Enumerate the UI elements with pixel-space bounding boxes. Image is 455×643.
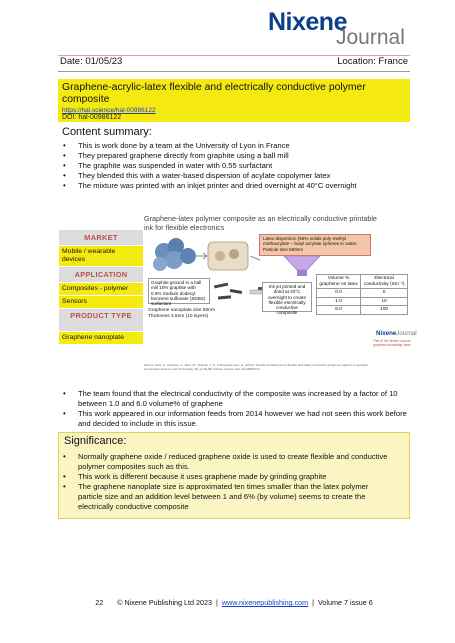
brand-name: Nixene: [268, 8, 347, 36]
list-item: • Normally graphene oxide / reduced graphene oxide is used to create flexible and conductive polymer composites such as this.: [78, 452, 394, 472]
latex-dispersion-label: Latex dispersion (55% solids poly-methyl methacrylate – butyl acrylate spheres in water. Particle size 550nm: [259, 234, 371, 256]
list-item: • The mixture was printed with an inkjet printer and dried overnight at 40°C overnight: [78, 181, 408, 191]
figure-logo: [376, 330, 417, 337]
figure-logo-suffix: Journal: [396, 330, 417, 337]
graphite-spheres-icon: [153, 238, 196, 271]
table-row: [317, 297, 408, 306]
table-cell: 0.0: [317, 289, 361, 298]
table-cell: 100: [361, 306, 408, 315]
conductivity-table: [316, 274, 408, 315]
list-item: • The team found that the electrical conductivity of the composite was increased by a factor of 10 between 1.0 and 6.0 volume% of graphene: [78, 389, 408, 409]
date-location-row: [58, 56, 410, 69]
list-item: • The graphene nanoplate size is approximated ten times smaller than the latex polymer particle size and an addition level between 1 and 6% (by volume) seems to create the electrically conductive composite: [78, 482, 394, 512]
table-row: [317, 306, 408, 315]
table-cell: 1.0: [317, 297, 361, 306]
table-cell: 6.0: [317, 306, 361, 315]
results-list: [78, 389, 408, 429]
significance-heading: Significance:: [64, 435, 127, 447]
brand-logo: [268, 8, 418, 49]
brand-suffix: Journal: [336, 26, 405, 49]
list-item: • The graphite was suspended in water with 0.55 surfactant: [78, 161, 408, 171]
table-header: Electrical conductivity (Sm⁻¹): [361, 275, 408, 289]
header-divider-bottom: [58, 71, 410, 72]
ball-mill-icon: [208, 242, 248, 270]
market-item: Mobile / wearable devices: [59, 246, 143, 266]
table-header: Volume % graphene on latex: [317, 275, 361, 289]
article-title-box: [58, 79, 410, 122]
summary-list: [78, 141, 408, 191]
article-title: Graphene-acrylic-latex flexible and electrically conductive polymer composite: [62, 82, 366, 105]
application-item: Sensors: [59, 296, 143, 308]
figure-source: Source: Noël, A., Faucheu, J., Rieu, M., Viricelle, J.-P., & Bourgeat-Lami, E. (2014). Tunable architecture for flexible and highly conductive graphene-polymer composites. Composites Science and Technology, 95, pp 82-88. Archive ouverte HAL hal-00986122.: [144, 363, 369, 371]
table-cell: 0: [361, 289, 408, 298]
article-doi: DOI: hal-00986122: [62, 114, 122, 121]
list-item: • This work appeared in our information feeds from 2014 however we had not seen this work before and decided to include in this issue.: [78, 409, 408, 429]
footer-volume: Volume 7 issue 6: [318, 598, 373, 607]
page-footer: 22 © Nixene Publishing Ltd 2023 | www.nixenepublishing.com | Volume 7 issue 6: [95, 598, 373, 607]
figure-title: Graphene-latex polymer composite as an electrically conductive printable ink for flexible electronics: [144, 214, 377, 232]
significance-list: [78, 452, 394, 512]
graphite-milling-label: Graphite ground in a ball mill 10% graphite with 0.5% Sodium dodecyl benzene sulfonate (SDBS) surfactant: [148, 278, 210, 304]
list-item: • They blended this with a water-based dispersion of acylate copolymer latex: [78, 171, 408, 181]
category-panel: [59, 230, 143, 375]
inkjet-process-label: Ink jet printed and dried at 40°C overnight to create flexible electrically conductive composite: [262, 282, 312, 312]
footer-copyright: © Nixene Publishing Ltd 2023: [117, 598, 213, 607]
product-type-heading: PRODUCT TYPE: [59, 309, 143, 331]
nanoplate-size-label: Graphene nanoplate size 50nm Thickness 3.5nm (10 layers): [148, 308, 215, 319]
list-item: • They prepared graphene directly from graphite using a ball mill: [78, 151, 408, 161]
summary-heading: Content summary:: [62, 126, 152, 138]
graphene-platelet-icon: [214, 283, 242, 300]
product-type-item: Graphene nanoplate: [59, 332, 143, 344]
figure-logo-name: Nixene: [376, 330, 397, 337]
article-link[interactable]: https://hal.science/hal-00986122: [62, 107, 156, 114]
page-number: 22: [95, 598, 104, 607]
figure-logo-subtitle: Part of the Nixene Journal graphene knowledge base: [373, 339, 411, 347]
market-heading: MARKET: [59, 230, 143, 245]
list-item: • This work is different because it uses graphene made by grinding graphite: [78, 472, 394, 482]
footer-website-link[interactable]: www.nixenepublishing.com: [221, 598, 309, 607]
application-item: Composites - polymer: [59, 283, 143, 295]
application-heading: APPLICATION: [59, 267, 143, 282]
location-text: Location: France: [337, 56, 408, 67]
figure-illustration: [144, 230, 417, 376]
table-cell: 10: [361, 297, 408, 306]
list-item: • This is work done by a team at the University of Lyon in France: [78, 141, 408, 151]
table-row: [317, 289, 408, 298]
inkjet-nozzle-icon: [284, 256, 320, 276]
date-text: Date: 01/05/23: [60, 56, 123, 67]
